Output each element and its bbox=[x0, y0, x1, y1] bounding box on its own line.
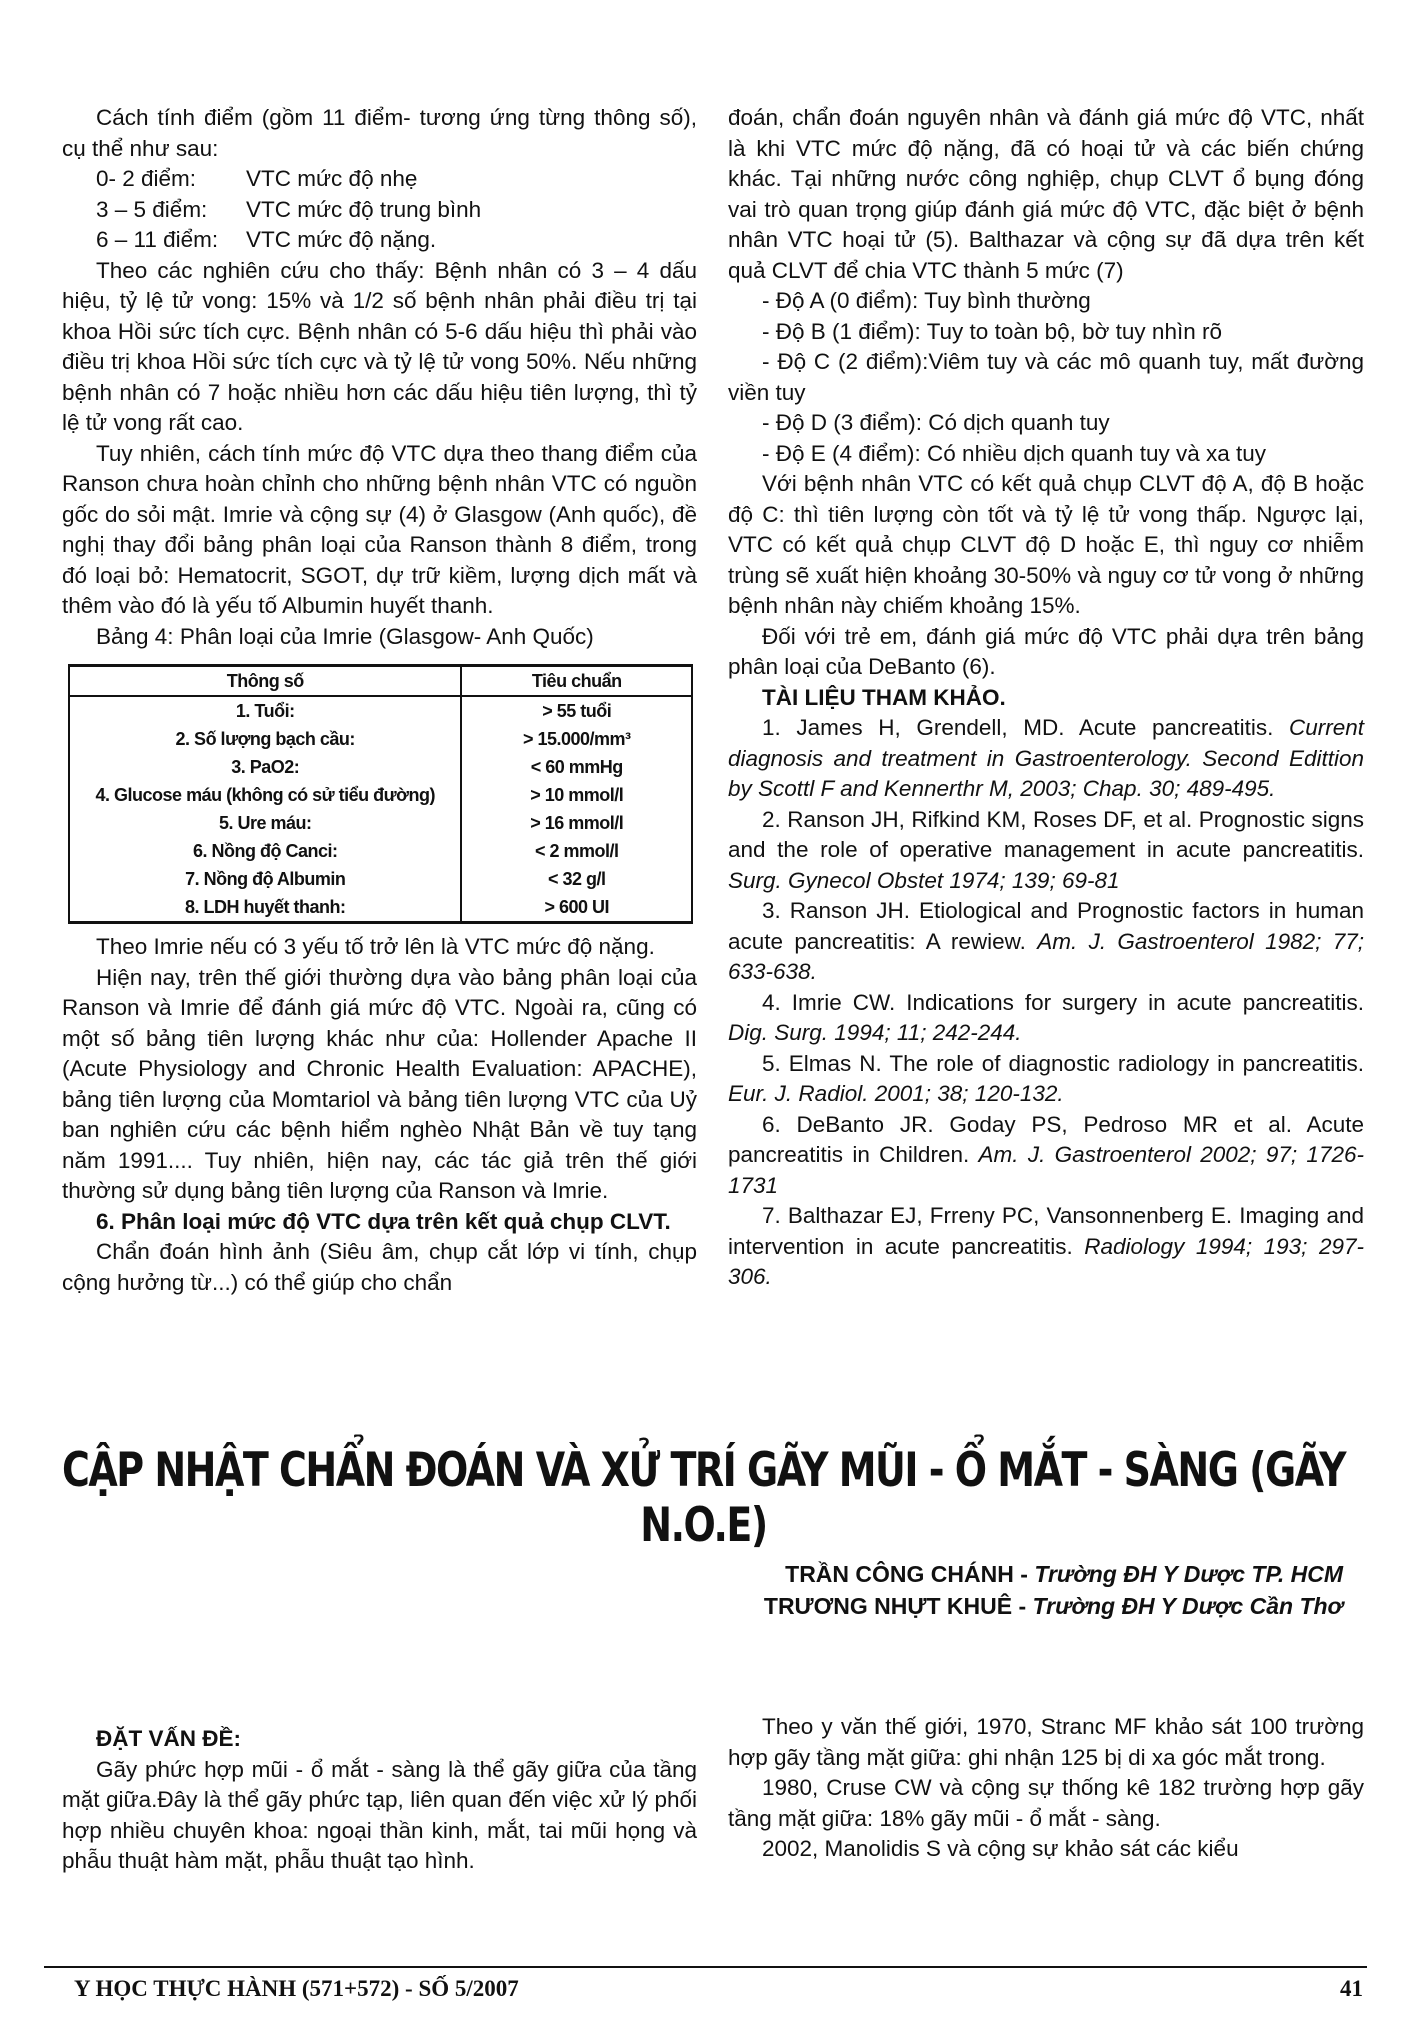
reference-text: 2. Ranson JH, Rifkind KM, Roses DF, et al. Prognostic signs and the role of operative management in acute pancreatitis. bbox=[728, 806, 1364, 862]
reference-text: 4. Imrie CW. Indications for surgery in acute pancreatitis. bbox=[762, 989, 1364, 1015]
reference-source: Am. J. Gastroenterol 1982; 77; 633-638. bbox=[728, 928, 1364, 984]
reference-item bbox=[728, 988, 1364, 1049]
article2-right-column bbox=[728, 1712, 1364, 1865]
table-cell: < 60 mmHg bbox=[461, 753, 692, 781]
score-range: 0- 2 điểm: bbox=[96, 166, 197, 191]
score-label: VTC mức độ nhẹ bbox=[246, 166, 418, 191]
table-cell: 8. LDH huyết thanh: bbox=[69, 893, 461, 923]
reference-text: 5. Elmas N. The role of diagnostic radiology in pancreatitis. bbox=[762, 1050, 1364, 1076]
reference-item bbox=[728, 805, 1364, 897]
table-cell: > 15.000/mm³ bbox=[461, 725, 692, 753]
score-line bbox=[96, 164, 697, 195]
paragraph: 2002, Manolidis S và cộng sự khảo sát các kiểu bbox=[762, 1836, 1239, 1861]
reference-item bbox=[728, 1201, 1364, 1293]
author-name: TRẦN CÔNG CHÁNH bbox=[785, 1561, 1014, 1587]
page-number: 41 bbox=[1340, 1976, 1363, 2001]
table-header: Tiêu chuẩn bbox=[461, 666, 692, 697]
table-cell: > 16 mmol/l bbox=[461, 809, 692, 837]
score-range: 6 – 11 điểm: bbox=[96, 227, 219, 252]
table-row bbox=[69, 837, 692, 865]
reference-source: Eur. J. Radiol. 2001; 38; 120-132. bbox=[728, 1081, 1064, 1106]
table-row bbox=[69, 865, 692, 893]
table-row bbox=[69, 893, 692, 923]
table-cell: 5. Ure máu: bbox=[69, 809, 461, 837]
table-row bbox=[69, 696, 692, 725]
grade-item: - Độ E (4 điểm): Có nhiều dịch quanh tuy và xa tuy bbox=[762, 440, 1267, 466]
author-name: TRƯƠNG NHỰT KHUÊ bbox=[763, 1593, 1013, 1619]
reference-item bbox=[728, 1110, 1364, 1202]
author-line: TRƯƠNG NHỰT KHUÊ - Trường ĐH Y Dược Cần Thơ bbox=[763, 1593, 1343, 1619]
table-cell: > 600 UI bbox=[461, 893, 692, 923]
right-column bbox=[728, 103, 1364, 1293]
table-header-row bbox=[69, 666, 692, 697]
section-heading: 6. Phân loại mức độ VTC dựa trên kết quả chụp CLVT. bbox=[96, 1208, 671, 1234]
table-cell: 3. PaO2: bbox=[69, 753, 461, 781]
reference-text: 7. Balthazar EJ, Frreny PC, Vansonnenberg E. Imaging and intervention in acute pancreatitis. bbox=[728, 1203, 1364, 1259]
reference-list bbox=[728, 713, 1364, 1293]
paragraph: Đối với trẻ em, đánh giá mức độ VTC phải dựa trên bảng phân loại của DeBanto (6). bbox=[728, 623, 1364, 679]
reference-item bbox=[728, 896, 1364, 988]
grade-item: - Độ A (0 điểm): Tuy bình thường bbox=[762, 288, 1091, 313]
paragraph: Hiện nay, trên thế giới thường dựa vào bảng phân loại của Ranson và Imrie để đánh giá mức độ VTC. Ngoài ra, cũng có một số bảng tiên lượng khác như của: Hollender Apache II (Acute Physiology and Chronic Health Evaluation: APACHE), bảng tiên lượng của Momtariol và bảng tiên lượng VTC của Uỷ ban nghiên cứu các bệnh hiểm nghèo Nhật Bản về tuy tạng năm 1991.... Tuy nhiên, hiện nay, các tác giả trên thế giới thường sử dụng bảng tiên lượng của Ranson và Imrie. bbox=[62, 964, 697, 1203]
table-cell: > 55 tuổi bbox=[461, 696, 692, 725]
paragraph: 1980, Cruse CW và cộng sự thống kê 182 trường hợp gãy tầng mặt giữa: 18% gãy mũi - ổ mắt - sàng. bbox=[728, 1775, 1364, 1831]
score-label: VTC mức độ nặng. bbox=[246, 227, 437, 252]
paragraph: Với bệnh nhân VTC có kết quả chụp CLVT độ A, độ B hoặc độ C: thì tiên lượng còn tốt và tỷ lệ tử vong thấp. Ngược lại, VTC có kết quả chụp CLVT độ D hoặc E, thì nguy cơ nhiễm trùng sẽ xuất hiện khoảng 30-50% và nguy cơ tử vong ở những bệnh nhân này chiếm khoảng 15%. bbox=[728, 471, 1364, 618]
paragraph: Tuy nhiên, cách tính mức độ VTC dựa theo thang điểm của Ranson chưa hoàn chỉnh cho những bệnh nhân VTC có nguồn gốc do sỏi mật. Imrie và cộng sự (4) ở Glasgow (Anh quốc), đề nghị thay đổi bảng phân loại của Ranson thành 8 điểm, trong đó loại bỏ: Hematocrit, SGOT, dự trữ kiềm, lượng dịch mất và thêm vào đó là yếu tố Albumin huyết thanh. bbox=[62, 440, 697, 618]
reference-source: Current diagnosis and treatment in Gastroenterology. Second Edittion by Scottl F and Kennerthr M, 2003; Chap. 30; 489-495. bbox=[728, 715, 1364, 801]
table-cell: 6. Nồng độ Canci: bbox=[69, 837, 461, 865]
table-cell: < 32 g/l bbox=[461, 865, 692, 893]
table-cell: 2. Số lượng bạch cầu: bbox=[69, 725, 461, 753]
section-heading: ĐẶT VẤN ĐỀ: bbox=[96, 1726, 241, 1751]
table-row bbox=[69, 809, 692, 837]
reference-text: 1. James H, Grendell, MD. Acute pancreatitis. bbox=[762, 715, 1274, 740]
table-row bbox=[69, 753, 692, 781]
journal-name: Y HỌC THỰC HÀNH (571+572) - SỐ 5/2007 bbox=[74, 1976, 519, 2001]
grade-item: - Độ B (1 điểm): Tuy to toàn bộ, bờ tuy nhìn rõ bbox=[762, 318, 1222, 344]
score-line bbox=[96, 225, 697, 256]
reference-text: 6. DeBanto JR. Goday PS, Pedroso MR et al. Acute pancreatitis in Children. bbox=[728, 1111, 1364, 1167]
article2-left-column bbox=[62, 1724, 697, 1877]
reference-item bbox=[728, 1049, 1364, 1110]
table-cell: > 10 mmol/l bbox=[461, 781, 692, 809]
table-caption: Bảng 4: Phân loại của Imrie (Glasgow- Anh Quốc) bbox=[96, 623, 594, 649]
reference-text: 3. Ranson JH. Etiological and Prognostic factors in human acute pancreatitis: A rewiew. bbox=[728, 898, 1364, 954]
table-row bbox=[69, 725, 692, 753]
grade-item: - Độ D (3 điểm): Có dịch quanh tuy bbox=[762, 410, 1110, 435]
grade-item: - Độ C (2 điểm):Viêm tuy và các mô quanh tuy, mất đường viền tuy bbox=[728, 349, 1364, 405]
score-label: VTC mức độ trung bình bbox=[246, 196, 482, 222]
table-cell: < 2 mmol/l bbox=[461, 837, 692, 865]
score-line bbox=[96, 195, 697, 226]
paragraph: Gãy phức hợp mũi - ổ mắt - sàng là thể gãy giữa của tầng mặt giữa.Đây là thể gãy phức tạp, liên quan đến việc xử lý phối hợp nhiều chuyên khoa: ngoại thần kinh, mắt, tai mũi họng và phẫu thuật hàm mặt, phẫu thuật tạo hình. bbox=[62, 1756, 697, 1873]
table-cell: 4. Glucose máu (không có sử tiểu đường) bbox=[69, 781, 461, 809]
paragraph: Theo các nghiên cứu cho thấy: Bệnh nhân có 3 – 4 dấu hiệu, tỷ lệ tử vong: 15% và 1/2 số bệnh nhân phải điều trị tại khoa Hồi sức tích cực. Bệnh nhân có 5-6 dấu hiệu thì phải vào điều trị khoa Hồi sức tích cực và tỷ lệ tử vong 50%. Nếu những bệnh nhân có 7 hoặc nhiều hơn các dấu hiệu tiên lượng, thì tỷ lệ tử vong rất cao. bbox=[62, 257, 697, 435]
author-affiliation: Trường ĐH Y Dược TP. HCM bbox=[1034, 1561, 1343, 1587]
author-line: TRẦN CÔNG CHÁNH - Trường ĐH Y Dược TP. HCM bbox=[785, 1561, 1343, 1587]
reference-source: Dig. Surg. 1994; 11; 242-244. bbox=[728, 1020, 1022, 1045]
imrie-table bbox=[68, 664, 693, 924]
paragraph: Theo y văn thế giới, 1970, Stranc MF khảo sát 100 trường hợp gãy tầng mặt giữa: ghi nhận 125 bị di xa góc mắt trong. bbox=[728, 1714, 1364, 1770]
table-cell: 1. Tuổi: bbox=[69, 696, 461, 725]
references-title: TÀI LIỆU THAM KHẢO. bbox=[762, 684, 1006, 710]
paragraph: Chẩn đoán hình ảnh (Siêu âm, chụp cắt lớp vi tính, chụp cộng hưởng từ...) có thể giúp cho chẩn bbox=[62, 1239, 697, 1295]
article-title: CẬP NHẬT CHẨN ĐOÁN VÀ XỬ TRÍ GÃY MŨI - Ổ MẮT - SÀNG (GÃY N.O.E) bbox=[61, 1442, 1346, 1552]
paragraph: Theo Imrie nếu có 3 yếu tố trở lên là VTC mức độ nặng. bbox=[96, 934, 655, 959]
table-cell: 7. Nồng độ Albumin bbox=[69, 865, 461, 893]
reference-item bbox=[728, 713, 1364, 805]
reference-source: Am. J. Gastroenterol 2002; 97; 1726-1731 bbox=[728, 1142, 1364, 1198]
reference-source: Radiology 1994; 193; 297-306. bbox=[728, 1233, 1364, 1289]
table-header: Thông số bbox=[69, 666, 461, 697]
score-range: 3 – 5 điểm: bbox=[96, 196, 208, 222]
paragraph: đoán, chẩn đoán nguyên nhân và đánh giá mức độ VTC, nhất là khi VTC mức độ nặng, đã có hoại tử và các biến chứng khác. Tại những nước công nghiệp, chụp CLVT ổ bụng đóng vai trò quan trọng giúp đánh giá mức độ VTC, đặc biệt ở bệnh nhân VTC hoại tử (5). Balthazar và cộng sự đã dựa trên kết quả CLVT để chia VTC thành 5 mức (7) bbox=[728, 105, 1364, 283]
left-column bbox=[62, 103, 697, 1298]
paragraph: Cách tính điểm (gồm 11 điểm- tương ứng từng thông số), cụ thể như sau: bbox=[62, 105, 697, 161]
page-footer bbox=[44, 1966, 1367, 2001]
reference-source: Surg. Gynecol Obstet 1974; 139; 69-81 bbox=[728, 867, 1120, 893]
author-affiliation: Trường ĐH Y Dược Cần Thơ bbox=[1032, 1593, 1343, 1619]
table-row bbox=[69, 781, 692, 809]
